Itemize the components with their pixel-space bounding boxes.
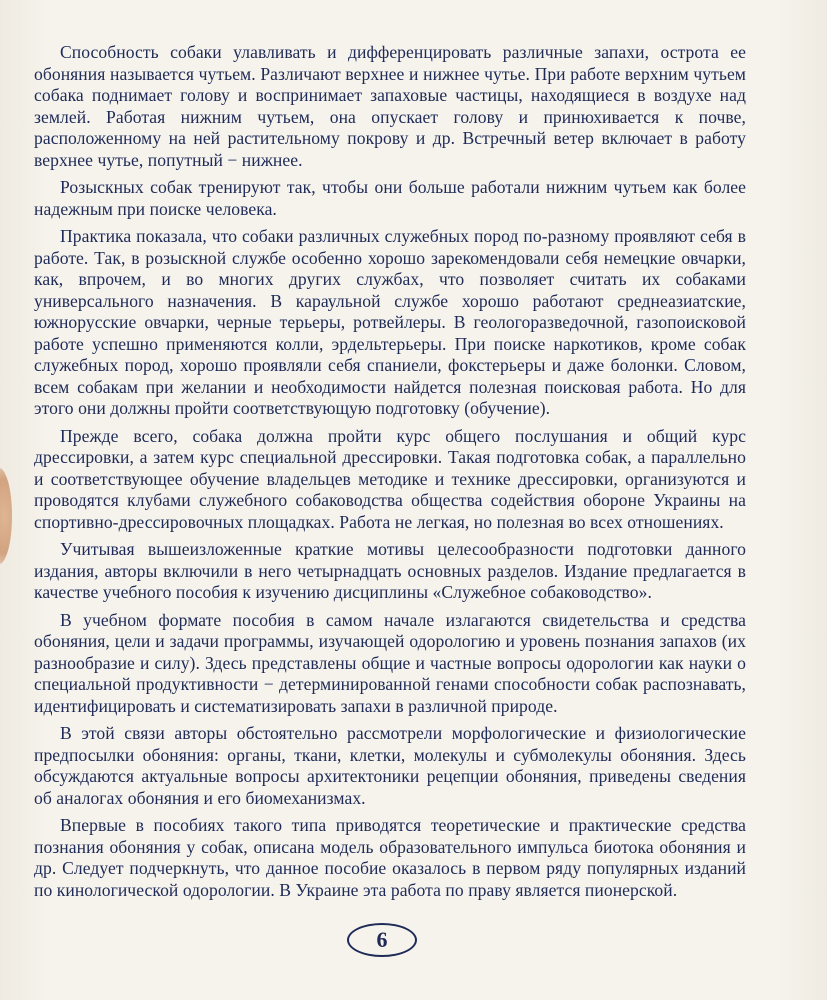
paragraph: Прежде всего, собака должна пройти курс общего послушания и общий курс дрессировки, а затем курс специальной дрессировки. Такая подготовка собак, а параллельно и соответствующее обучение владельцев методике и технике дрессировки, организуются и проводятся клубами служебного собаководства общества содействия обороне Украины на спортивно-дрессировочных площадках. Работа не легкая, но полезная во всех отношениях. [34, 425, 746, 532]
paragraph: В учебном формате пособия в самом начале излагаются свидетельства и средства обоняния, цели и задачи программы, изучающей одорологию и уровень познания запахов (их разнообразие и силу). Здесь представлены общие и частные вопросы одорологии как науки о специальной продуктивности − детерминированной генами способности собак распознавать, идентифицировать и систематизировать запахи в различной природе. [34, 609, 746, 716]
body-text [34, 42, 746, 907]
page-edge-stain [0, 468, 12, 564]
paragraph: Розыскных собак тренируют так, чтобы они больше работали нижним чутьем как более надежным при поиске человека. [34, 177, 746, 219]
paragraph: Учитывая вышеизложенные краткие мотивы целесообразности подготовки данного издания, авторы включили в него четырнадцать основных разделов. Издание предлагается в качестве учебного пособия к изучению дисциплины «Служебное собаководство». [34, 539, 746, 602]
paragraph: Практика показала, что собаки различных служебных пород по-разному проявляют себя в работе. Так, в розыскной службе особенно хорошо зарекомендовали себя немецкие овчарки, как, впрочем, и во многих других службах, что позволяет считать их собаками универсального назначения. В караульной службе хорошо работают среднеазиатские, южнорусские овчарки, черные терьеры, ротвейлеры. В геологоразведочной, газопоисковой работе успешно применяются колли, эрдельтерьеры. При поиске наркотиков, кроме собак служебных пород, хорошо проявляли себя спаниели, фокстерьеры и даже болонки. Словом, всем собакам при желании и необходимости найдется полезная поисковая работа. Но для этого они должны пройти соответствующую подготовку (обучение). [34, 226, 746, 418]
paragraph: Способность собаки улавливать и дифференцировать различные запахи, острота ее обоняния называется чутьем. Различают верхнее и нижнее чутье. При работе верхним чутьем собака поднимает голову и воспринимает запаховые частицы, находящиеся в воздухе над землей. Работая нижним чутьем, она опускает голову и принюхивается к почве, расположенному на ней растительному покрову и др. Встречный ветер включает в работу верхнее чутье, попутный − нижнее. [34, 42, 746, 170]
paragraph: В этой связи авторы обстоятельно рассмотрели морфологические и физиологические предпосылки обоняния: органы, ткани, клетки, молекулы и субмолекулы обоняния. Здесь обсуждаются актуальные вопросы архитектоники рецепции обоняния, приведены сведения об аналогах обоняния и его биомеханизмах. [34, 723, 746, 808]
page-number: 6 [347, 923, 417, 957]
paragraph: Впервые в пособиях такого типа приводятся теоретические и практические средства познания обоняния у собак, описана модель образовательного импульса биотока обоняния и др. Следует подчеркнуть, что данное пособие оказалось в первом ряду популярных изданий по кинологической одорологии. В Украине эта работа по праву является пионерской. [34, 815, 746, 900]
page-number-badge [347, 923, 417, 957]
